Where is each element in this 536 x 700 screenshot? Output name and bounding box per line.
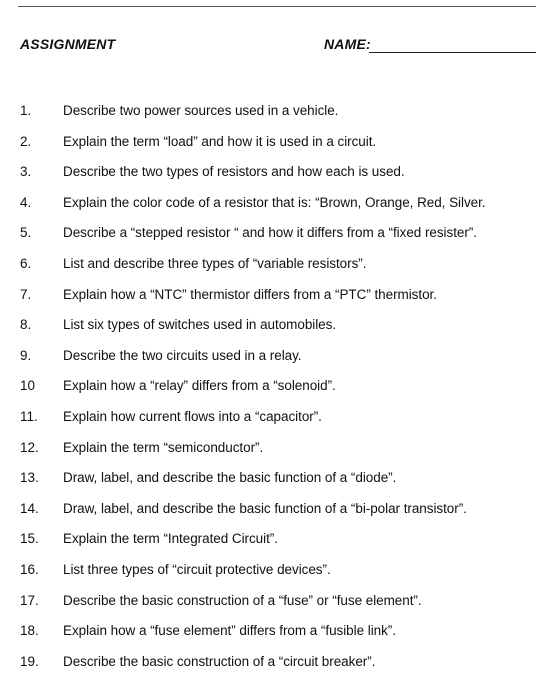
question-number: 6. <box>20 255 32 271</box>
question-text: Explain the term “Integrated Circuit”. <box>63 531 278 547</box>
question-item <box>0 194 536 225</box>
question-item <box>0 377 536 408</box>
question-item <box>0 163 536 194</box>
question-list <box>0 102 536 683</box>
question-text: Explain how a “relay” differs from a “solenoid”. <box>63 378 336 394</box>
question-text: Describe the two circuits used in a relay. <box>63 347 302 363</box>
question-text: Describe a “stepped resistor “ and how it differs from a “fixed resister”. <box>63 225 477 241</box>
question-number: 14. <box>20 500 39 516</box>
question-item <box>0 102 536 133</box>
question-item <box>0 255 536 286</box>
name-blank-line <box>369 52 536 53</box>
question-number: 15. <box>20 531 39 547</box>
question-text: List and describe three types of “variable resistors”. <box>63 255 367 271</box>
question-item <box>0 530 536 561</box>
question-text: List six types of switches used in automobiles. <box>63 317 337 333</box>
question-number: 12. <box>20 439 39 455</box>
question-number: 18. <box>20 623 39 639</box>
question-item <box>0 316 536 347</box>
question-item <box>0 224 536 255</box>
question-text: Explain how a “fuse element” differs from a “fusible link”. <box>63 623 396 639</box>
assignment-header <box>20 36 536 56</box>
name-label: NAME: <box>324 36 371 52</box>
question-number: 11. <box>20 408 38 424</box>
question-item <box>0 653 536 684</box>
question-number: 9. <box>20 347 32 363</box>
question-item <box>0 592 536 623</box>
question-item <box>0 622 536 653</box>
question-text: Explain how a “NTC” thermistor differs from a “PTC” thermistor. <box>63 286 437 302</box>
question-number: 10 <box>20 378 36 394</box>
question-text: Explain the term “semiconductor”. <box>63 439 264 455</box>
question-item <box>0 561 536 592</box>
question-text: Describe the basic construction of a “fuse” or “fuse element”. <box>63 592 422 608</box>
question-number: 3. <box>20 164 32 180</box>
question-number: 13. <box>20 470 39 486</box>
question-number: 16. <box>20 561 39 577</box>
question-text: Describe the basic construction of a “circuit breaker”. <box>63 653 376 669</box>
question-text: List three types of “circuit protective devices”. <box>63 561 331 577</box>
question-number: 2. <box>20 133 32 149</box>
question-number: 8. <box>20 317 32 333</box>
question-text: Explain the term “load” and how it is used in a circuit. <box>63 133 377 149</box>
question-number: 19. <box>20 653 39 669</box>
question-number: 17. <box>20 592 39 608</box>
question-text: Explain how current flows into a “capacitor”. <box>63 408 322 424</box>
question-number: 4. <box>20 194 32 210</box>
question-text: Explain the color code of a resistor that is: “Brown, Orange, Red, Silver. <box>63 194 486 210</box>
question-text: Describe two power sources used in a vehicle. <box>63 103 339 118</box>
top-divider <box>18 6 536 7</box>
question-number: 7. <box>20 286 32 302</box>
question-item <box>0 408 536 439</box>
question-number: 5. <box>20 225 32 241</box>
question-text: Draw, label, and describe the basic function of a “bi-polar transistor”. <box>63 500 467 516</box>
question-text: Describe the two types of resistors and how each is used. <box>63 164 405 180</box>
page-title: ASSIGNMENT <box>20 36 116 52</box>
question-number: 1. <box>20 103 32 118</box>
question-item <box>0 286 536 317</box>
question-text: Draw, label, and describe the basic function of a “diode”. <box>63 470 397 486</box>
question-item <box>0 439 536 470</box>
question-item <box>0 469 536 500</box>
question-item <box>0 133 536 164</box>
question-item <box>0 347 536 378</box>
question-item <box>0 500 536 531</box>
